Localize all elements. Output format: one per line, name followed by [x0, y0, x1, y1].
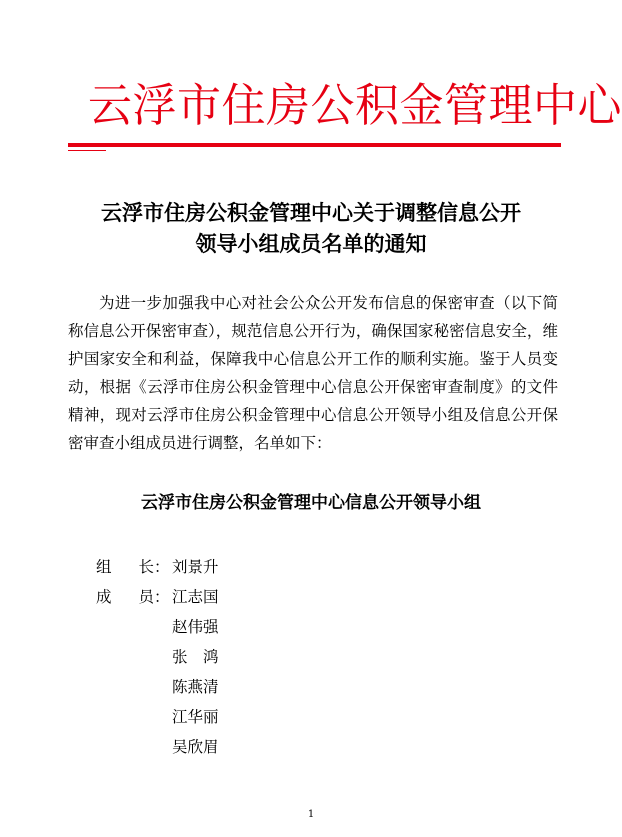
- roster-member-row: [96, 672, 232, 702]
- roster-member-name: 江志国: [172, 588, 219, 606]
- roster-role-spacer: [96, 642, 172, 672]
- roster-role: [96, 582, 172, 612]
- roster-role-spacer: [96, 672, 172, 702]
- roster-colon: ：: [154, 558, 170, 576]
- document-title-line-1: 云浮市住房公积金管理中心关于调整信息公开: [101, 200, 521, 225]
- roster-role-spacer: [96, 732, 172, 762]
- section-heading: 云浮市住房公积金管理中心信息公开领导小组: [141, 493, 481, 513]
- roster-member-row: [96, 732, 232, 762]
- roster-member-row: [96, 582, 232, 612]
- masthead-title: 云浮市住房公积金管理中心: [88, 79, 622, 133]
- roster-leader-name: 刘景升: [172, 558, 219, 576]
- document-title: [60, 197, 562, 259]
- roster-member-row: [96, 702, 232, 732]
- masthead-red-rule: [68, 143, 561, 147]
- roster-member-name: 江华丽: [172, 708, 219, 726]
- roster-member-name: 吴欣眉: [172, 738, 219, 756]
- roster-role-spacer: [96, 702, 172, 732]
- roster-member-row: [96, 612, 232, 642]
- roster-role-spacer: [96, 612, 172, 642]
- body-paragraph: 为进一步加强我中心对社会公众公开发布信息的保密审查（以下简称信息公开保密审查），规范信息公开行为，确保国家秘密信息安全，维护国家安全和利益，保障我中心信息公开工作的顺利实施。鉴于人员变动，根据《云浮市住房公积金管理中心信息公开保密审查制度》的文件精神，现对云浮市住房公积金管理中心信息公开领导小组及信息公开保密审查小组成员进行调整，名单如下：: [68, 294, 558, 452]
- roster-colon: ：: [154, 588, 170, 606]
- roster-member-name: 陈燕清: [172, 678, 219, 696]
- roster-role: [96, 552, 172, 582]
- roster-role-label: 成员: [96, 588, 154, 606]
- roster-list: [96, 552, 232, 762]
- roster-member-name: 赵伟强: [172, 618, 219, 636]
- roster-role-label: 组长: [96, 558, 154, 576]
- roster-member-row: [96, 642, 232, 672]
- document-title-line-2: 领导小组成员名单的通知: [195, 231, 427, 256]
- masthead-red-rule-thin: [68, 150, 106, 151]
- roster-leader-row: [96, 552, 232, 582]
- page-number: 1: [307, 809, 315, 820]
- roster-member-name: 张 鸿: [172, 648, 219, 666]
